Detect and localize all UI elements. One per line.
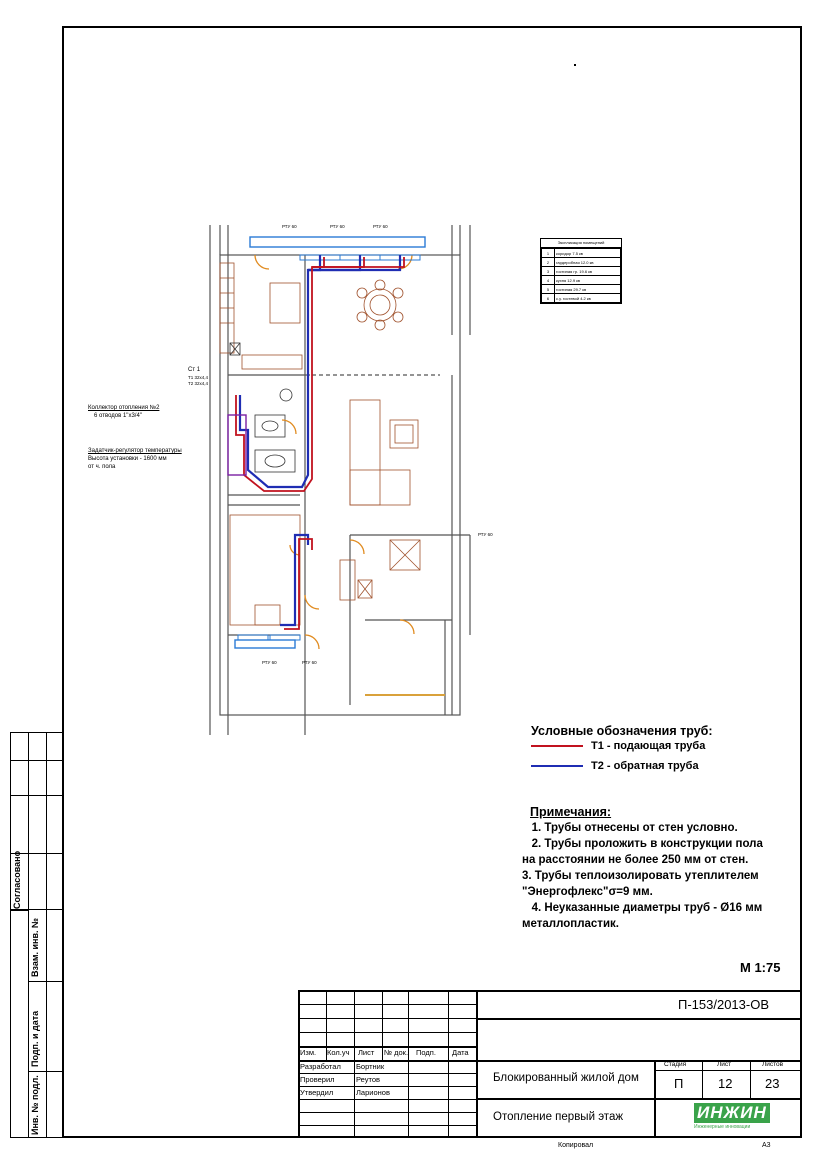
vzam-inv-label: Взам. инв. № [30, 917, 40, 977]
doc-code: П-153/2013-ОВ [678, 997, 770, 1012]
explication-row [542, 285, 621, 294]
sheet-value: 12 [718, 1076, 733, 1091]
sheet-label: Лист [717, 1061, 732, 1068]
collector-desc: 6 отводов 1"х3/4" [94, 413, 142, 419]
podp-data-label: Подп. и дата [30, 1010, 40, 1067]
col-header-izm: Изм. [300, 1048, 317, 1057]
radiator-label-1: РТУ 60 [282, 224, 297, 229]
radiator-label-6: РТУ 60 [302, 660, 317, 665]
room-explication-table [540, 238, 622, 304]
legend-item-t2 [531, 760, 699, 772]
explication-room: гостиная 29.7 кв [555, 285, 621, 294]
copied-label: Копировал [558, 1142, 594, 1149]
signer-name-1: Бортник [356, 1062, 385, 1071]
sheets-value: 23 [765, 1076, 780, 1091]
explication-num: 6 [542, 294, 555, 303]
explication-row [542, 267, 621, 276]
soglasovano-label: Согласовано [12, 850, 22, 909]
explication-room: гостиная гр. 19.6 кв [555, 267, 621, 276]
explication-num: 5 [542, 285, 555, 294]
explication-title: Экспликация помещений [541, 239, 621, 248]
stage-label: Стадия [664, 1061, 687, 1068]
legend-line-t2 [531, 765, 583, 767]
col-header-list: Лист [358, 1048, 375, 1057]
legend-item-t1 [531, 740, 705, 752]
signer-role-1: Разработал [300, 1062, 341, 1071]
radiator-label-5: РТУ 60 [262, 660, 277, 665]
riser-label: Ст 1 [188, 367, 201, 373]
explication-num: 1 [542, 249, 555, 258]
logo-subtext: Инженерные инновации [694, 1124, 751, 1130]
legend-label-t1: Т1 - подающая труба [591, 740, 706, 752]
explication-row [542, 249, 621, 258]
sensor-from: от ч. пола [88, 464, 116, 470]
explication-row [542, 258, 621, 267]
notes-block [522, 804, 802, 932]
sensor-title: Задатчик-регулятор температуры [88, 448, 182, 454]
left-margin-stamp [10, 732, 64, 1138]
legend-title: Условные обозначения труб: [531, 724, 713, 738]
logo-text: ИНЖИН [694, 1103, 770, 1123]
signer-role-3: Утвердил [300, 1088, 334, 1097]
note-line-4: 3. Трубы теплоизолировать утеплителем [522, 870, 759, 882]
explication-room: с.у. гостевой 4.2 кв [555, 294, 621, 303]
note-line-6: 4. Неуказанные диаметры труб - Ø16 мм [522, 902, 763, 914]
stage-value: П [674, 1076, 684, 1091]
sensor-height: Высота установки - 1600 мм [88, 456, 167, 462]
col-header-data: Дата [452, 1048, 469, 1057]
sheet-title: Отопление первый этаж [493, 1111, 624, 1123]
col-header-kol: Кол.уч [327, 1048, 350, 1057]
explication-row [542, 276, 621, 285]
radiator-label-4: РТУ 60 [478, 532, 493, 537]
col-header-podp: Подп. [416, 1048, 436, 1057]
explication-row [542, 294, 621, 303]
explication-room: коридор 7.5 кв [555, 249, 621, 258]
note-line-1: 1. Трубы отнесены от стен условно. [522, 822, 738, 834]
radiator-label-3: РТУ 60 [373, 224, 388, 229]
note-line-5: "Энергофлекс"σ=9 мм. [522, 886, 653, 898]
signer-name-3: Ларионов [356, 1088, 390, 1097]
title-block [298, 990, 802, 1138]
sheets-label: Листов [762, 1061, 784, 1068]
col-header-doc: № док. [384, 1048, 409, 1057]
explication-room: гардеробная 12.0 кв [555, 258, 621, 267]
signer-name-2: Реутов [356, 1075, 381, 1084]
explication-num: 2 [542, 258, 555, 267]
signer-role-2: Проверил [300, 1075, 335, 1084]
riser-t1: Т1 32х4,4 [188, 375, 209, 380]
project-name: Блокированный жилой дом [493, 1072, 639, 1084]
explication-room: кухня 12.9 кв [555, 276, 621, 285]
riser-t2: Т2 32х4,4 [188, 381, 209, 386]
company-logo [694, 1103, 778, 1135]
format-label: А3 [762, 1142, 771, 1149]
note-line-2: 2. Трубы проложить в конструкции пола [522, 838, 763, 850]
legend-line-t1 [531, 745, 583, 747]
floor-plan [200, 215, 500, 735]
inv-podl-label: Инв. № подл. [30, 1075, 40, 1135]
note-line-3: на расстоянии не более 250 мм от стен. [522, 854, 749, 866]
legend-label-t2: Т2 - обратная труба [591, 760, 699, 772]
stray-dot [574, 64, 576, 66]
explication-num: 4 [542, 276, 555, 285]
notes-header: Примечания: [530, 805, 612, 819]
explication-num: 3 [542, 267, 555, 276]
collector-title: Коллектор отопления №2 [88, 405, 160, 411]
note-line-7: металлопластик. [522, 918, 619, 930]
radiator-label-2: РТУ 60 [330, 224, 345, 229]
scale-label: М 1:75 [740, 960, 781, 975]
